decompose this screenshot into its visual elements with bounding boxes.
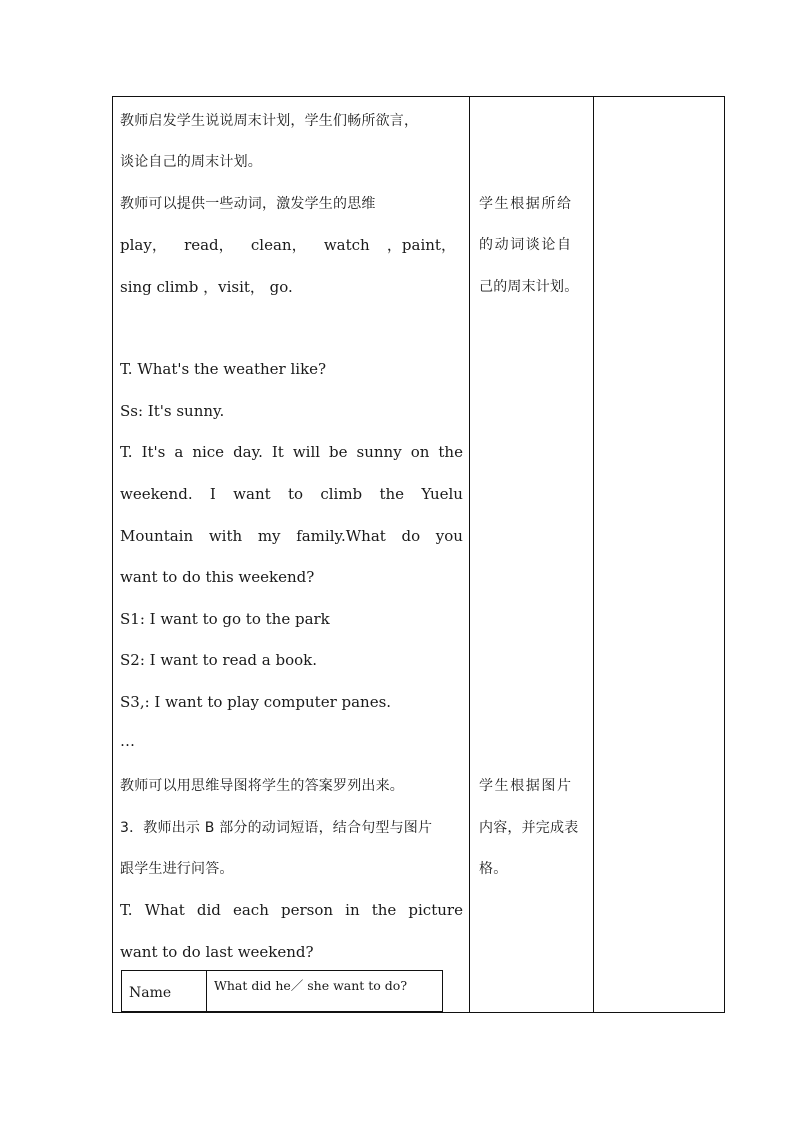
teacher-para-line-3	[120, 526, 463, 546]
word: picture	[408, 901, 463, 919]
teacher-para-line-1	[120, 442, 463, 462]
word: T.	[120, 901, 133, 919]
column-divider-1	[469, 97, 470, 1012]
column-divider-2	[593, 97, 594, 1012]
answer-table	[121, 970, 443, 1012]
word: you	[435, 527, 463, 545]
student-note-2-line: 格。	[479, 861, 508, 877]
verbs-intro: 教师可以提供一些动词，激发学生的思维	[120, 196, 376, 212]
word: person	[280, 901, 334, 919]
word: It	[271, 443, 284, 461]
verb: play，	[120, 236, 167, 254]
word: It's	[141, 443, 166, 461]
dialogue-line: T. What's the weather like?	[120, 360, 327, 378]
word: day.	[233, 443, 263, 461]
word: Mountain	[120, 527, 194, 545]
answer-table-question-header: What did he／ she want to do?	[214, 978, 408, 993]
verb: watch	[323, 236, 370, 254]
word: my	[257, 527, 281, 545]
question-line-2: want to do last weekend?	[120, 943, 314, 961]
word: T.	[120, 443, 133, 461]
word: want	[233, 485, 271, 503]
word: on	[410, 443, 430, 461]
answer-table-name-header: Name	[129, 985, 172, 1001]
word: I	[209, 485, 216, 503]
verb: ，paint，	[386, 236, 456, 254]
verb: clean，	[250, 236, 307, 254]
word: the	[371, 901, 397, 919]
verbs-line-2: sing climb ，visit， go.	[120, 278, 293, 296]
student-note-2-line: 学生根据图片	[479, 778, 573, 794]
word: the	[379, 485, 405, 503]
verbs-line-1	[120, 235, 456, 255]
word: the	[438, 443, 463, 461]
word: each	[232, 901, 269, 919]
teacher-para-line-4: want to do this weekend?	[120, 568, 315, 586]
word: a	[174, 443, 184, 461]
lesson-table	[112, 96, 725, 1013]
student-note-1-line: 己的周末计划。	[479, 279, 579, 295]
step3-line-1: 3．教师出示 B 部分的动词短语，结合句型与图片	[120, 820, 433, 836]
word: did	[196, 901, 221, 919]
intro-line-1: 教师启发学生说说周末计划，学生们畅所欲言，	[120, 113, 419, 129]
word: family.What	[296, 527, 386, 545]
word: sunny	[356, 443, 402, 461]
answer-line: S2: I want to read a book.	[120, 651, 317, 669]
word: What	[144, 901, 185, 919]
word: in	[345, 901, 360, 919]
answer-line: S1: I want to go to the park	[120, 610, 330, 628]
word: weekend.	[120, 485, 193, 503]
word: climb	[320, 485, 363, 503]
answer-table-divider	[206, 971, 207, 1011]
teacher-para-line-2	[120, 484, 463, 504]
word: be	[329, 443, 348, 461]
mindmap-note: 教师可以用思维导图将学生的答案罗列出来。	[120, 778, 404, 794]
word: to	[287, 485, 304, 503]
dialogue-line: Ss: It's sunny.	[120, 402, 225, 420]
word: will	[292, 443, 321, 461]
student-note-2-line: 内容，并完成表	[479, 820, 579, 836]
answer-line: S3,: I want to play computer panes.	[120, 693, 392, 711]
ellipsis: …	[120, 732, 135, 750]
student-note-1-line: 的动词谈论自	[479, 237, 573, 253]
word: nice	[192, 443, 225, 461]
word: do	[401, 527, 421, 545]
verb: read，	[184, 236, 234, 254]
step3-line-2: 跟学生进行问答。	[120, 861, 234, 877]
question-line-1	[120, 900, 463, 920]
word: Yuelu	[421, 485, 463, 503]
student-note-1-line: 学生根据所给	[479, 196, 573, 212]
word: with	[208, 527, 243, 545]
intro-line-2: 谈论自己的周末计划。	[120, 154, 262, 170]
